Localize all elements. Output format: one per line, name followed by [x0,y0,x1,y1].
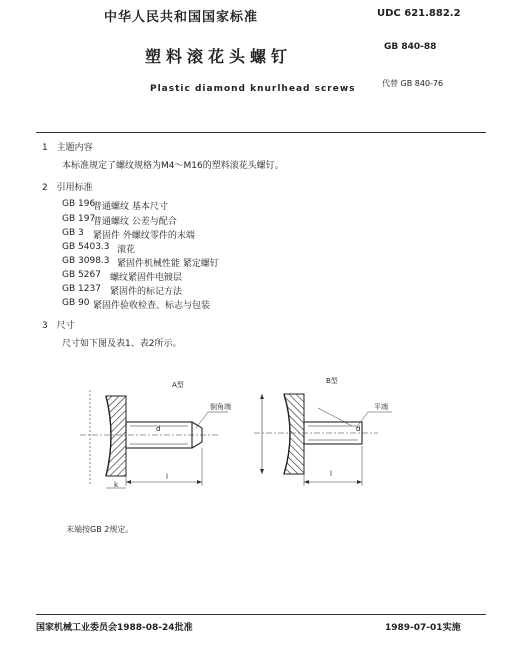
section-number: 3 [42,321,48,331]
figure-a-label: A型 [172,381,184,389]
section-title: 主题内容 [56,143,93,153]
document-title: 塑料滚花头螺钉 [145,47,293,66]
figure-b-label: B型 [326,377,338,385]
reference-title: 滚花 [117,245,136,255]
figure-b-end-note: 平端 [374,403,388,411]
section-number: 2 [42,183,48,193]
reference-code: GB 197 [62,214,96,224]
figure-note: 末端按GB 2规定。 [66,525,134,534]
udc-code: UDC 621.882.2 [377,8,461,19]
standard-org-title: 中华人民共和国国家标准 [104,10,259,25]
approval-date: 国家机械工业委员会1988-08-24批准 [36,623,193,633]
reference-code: GB 1237 [62,284,101,294]
reference-code: GB 3098.3 [62,256,110,266]
reference-title: 紧固件验收检查、标志与包装 [93,301,211,311]
section-2-heading [42,180,93,193]
reference-title: 紧固件 外螺纹零件的末端 [93,231,195,241]
section-title: 尺寸 [56,321,75,331]
document-title-en: Plastic diamond knurlhead screws [150,84,356,94]
figure-a-end-note: 倒角端 [210,403,231,411]
figure-a-dim-l: l [166,473,168,481]
reference-code: GB 5403.3 [62,242,110,252]
figure-a-dim-k: k [114,481,119,489]
gb-code: GB 840-88 [384,42,437,52]
header-rule [36,132,486,133]
implementation-date: 1989-07-01实施 [385,623,461,633]
dimensions-paragraph: 尺寸如下图及表1、表2所示。 [62,339,182,349]
reference-code: GB 3 [62,228,84,238]
footer-rule [36,614,486,615]
reference-title: 普通螺纹 基本尺寸 [93,202,168,212]
scope-paragraph: 本标准规定了螺纹规格为M4～M16的塑料滚花头螺钉。 [62,161,284,171]
figure-a-dim-d: d [156,425,161,433]
reference-title: 螺纹紧固件电镀层 [110,273,183,283]
section-3-heading [42,318,75,331]
figure-a-drawing [70,388,270,503]
reference-code: GB 5267 [62,270,101,280]
reference-title: 紧固件的标记方法 [110,287,183,297]
reference-code: GB 90 [62,298,90,308]
reference-title: 普通螺纹 公差与配合 [93,217,177,227]
reference-title: 紧固件机械性能 紧定螺钉 [117,259,219,269]
section-number: 1 [42,143,48,153]
figure-b-dim-d: d [356,425,361,433]
figure-b-dim-l: l [330,470,332,478]
section-title: 引用标准 [56,183,93,193]
reference-code: GB 196 [62,199,96,209]
section-1-heading [42,140,93,153]
replace-note: 代替 GB 840-76 [382,79,444,88]
